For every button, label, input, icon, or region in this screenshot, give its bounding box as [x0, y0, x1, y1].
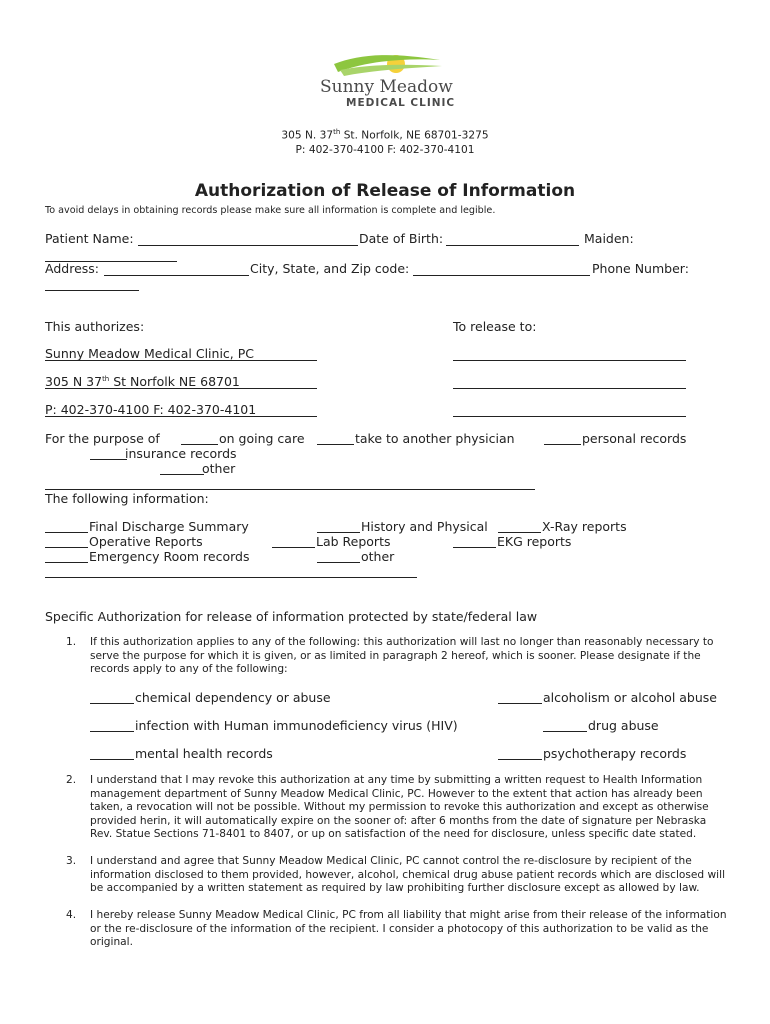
other-info-field[interactable] — [45, 577, 417, 578]
history-physical-blank[interactable] — [317, 532, 360, 533]
clinic-address: 305 N. 37th St. Norfolk, NE 68701-3275 — [281, 128, 489, 142]
authorizes-clinic-name: Sunny Meadow Medical Clinic, PC — [45, 346, 255, 361]
item-number-1: 1. — [66, 636, 77, 648]
logo-subtitle: MEDICAL CLINIC — [346, 97, 456, 109]
psychotherapy-blank[interactable] — [498, 759, 542, 760]
patient-name-label: Patient Name: — [45, 231, 134, 246]
alcoholism: alcoholism or alcohol abuse — [543, 690, 717, 705]
authorizes-line-2 — [45, 388, 317, 389]
logo-name: Sunny Meadow — [320, 77, 453, 97]
purpose-ongoing-care: on going care — [219, 431, 305, 446]
item-number-3: 3. — [66, 855, 77, 867]
ekg-reports: EKG reports — [497, 534, 572, 549]
hiv-infection: infection with Human immunodeficiency virus (HIV) — [135, 718, 458, 733]
patient-name-field[interactable] — [138, 245, 358, 246]
page-title: Authorization of Release of Information — [194, 181, 576, 201]
ekg-blank[interactable] — [453, 547, 496, 548]
chemical-dependency: chemical dependency or abuse — [135, 690, 331, 705]
item-number-2: 2. — [66, 774, 77, 786]
item-3-text: I understand and agree that Sunny Meadow Medical Clinic, PC cannot control the re-disclosure by recipient of the information disclosed to them provided, however, alcohol, chemical drug abuse patient records which are disclosed will be accompanied by a written statement as required by law prohibiting further disclosure except as allowed by law. — [90, 855, 726, 894]
item-1-text: If this authorization applies to any of the following: this authorization will last no longer than reasonably necessary to serve the purpose for which it is given, or as limited in paragraph 2 hereof, which is sooner. Please designate if the records apply to any of the following: — [90, 636, 714, 675]
following-info-label: The following information: — [45, 491, 209, 506]
mental-health-blank[interactable] — [90, 759, 134, 760]
purpose-physician-blank[interactable] — [317, 444, 354, 445]
address-label: Address: — [45, 261, 99, 276]
lab-blank[interactable] — [272, 547, 315, 548]
lab-reports: Lab Reports — [316, 534, 391, 549]
address-field[interactable] — [104, 275, 249, 276]
other-info: other — [361, 549, 395, 564]
mental-health-records: mental health records — [135, 746, 273, 761]
release-to-field-2[interactable] — [453, 388, 686, 389]
phone-label: Phone Number: — [592, 261, 689, 276]
item-2-text: I understand that I may revoke this authorization at any time by submitting a written request to Health Information management department of Sunny Meadow Medical Clinic, PC. However to the extent that action has already been taken, a revocation will not be possible. Without my permission to revoke this authorization and except as otherwise provided herin, it will automatically expire on the sooner of: after 6 months from the date of signature per Nebraska Rev. Statue Sections 71-8401 to 8407, or up on satisfaction of the need for disclosure, unless specific date stated. — [90, 774, 709, 840]
purpose-other-blank[interactable] — [160, 474, 204, 475]
drug-blank[interactable] — [543, 731, 587, 732]
emergency-room-records: Emergency Room records — [89, 549, 250, 564]
authorizes-clinic-phone: P: 402-370-4100 F: 402-370-4101 — [45, 402, 257, 417]
xray-reports: X-Ray reports — [542, 519, 627, 534]
purpose-insurance-records: insurance records — [125, 446, 237, 461]
purpose-other-field[interactable] — [45, 489, 535, 490]
phone-field[interactable] — [45, 290, 139, 291]
specific-auth-heading: Specific Authorization for release of information protected by state/federal law — [45, 609, 538, 624]
drug-abuse: drug abuse — [588, 718, 659, 733]
authorizes-label: This authorizes: — [45, 319, 145, 334]
authorizes-line-3 — [45, 416, 317, 417]
hiv-blank[interactable] — [90, 731, 134, 732]
item-number-4: 4. — [66, 909, 77, 921]
history-and-physical: History and Physical — [361, 519, 488, 534]
city-field[interactable] — [413, 275, 590, 276]
other-info-blank[interactable] — [317, 562, 360, 563]
alcohol-blank[interactable] — [498, 703, 542, 704]
city-label: City, State, and Zip code: — [250, 261, 410, 276]
operative-reports: Operative Reports — [89, 534, 203, 549]
dob-label: Date of Birth: — [359, 231, 444, 246]
clinic-phone: P: 402-370-4100 F: 402-370-4101 — [295, 144, 475, 156]
er-blank[interactable] — [45, 562, 88, 563]
release-to-field-3[interactable] — [453, 416, 686, 417]
purpose-label: For the purpose of — [45, 431, 160, 446]
authorizes-clinic-street: 305 N 37th St Norfolk NE 68701 — [45, 374, 240, 389]
release-to-field-1[interactable] — [453, 360, 686, 361]
release-to-label: To release to: — [453, 319, 537, 334]
operative-blank[interactable] — [45, 547, 88, 548]
final-discharge-summary: Final Discharge Summary — [89, 519, 249, 534]
purpose-personal-records: personal records — [582, 431, 687, 446]
chemical-blank[interactable] — [90, 703, 134, 704]
maiden-label: Maiden: — [584, 231, 634, 246]
dob-field[interactable] — [446, 245, 579, 246]
final-discharge-blank[interactable] — [45, 532, 88, 533]
xray-blank[interactable] — [498, 532, 541, 533]
purpose-insurance-blank[interactable] — [90, 459, 127, 460]
purpose-ongoing-blank[interactable] — [181, 444, 218, 445]
item-4-text: I hereby release Sunny Meadow Medical Clinic, PC from all liability that might arise from their release of the information or the re-disclosure of the information of the recipient. I consider a photocopy of this authorization to be valid as the original. — [90, 909, 727, 948]
purpose-other: other — [202, 461, 236, 476]
psychotherapy-records: psychotherapy records — [543, 746, 687, 761]
purpose-another-physician: take to another physician — [355, 431, 515, 446]
purpose-personal-blank[interactable] — [544, 444, 581, 445]
authorizes-line-1 — [45, 360, 317, 361]
intro-text: To avoid delays in obtaining records please make sure all information is complete and legible. — [45, 205, 496, 216]
